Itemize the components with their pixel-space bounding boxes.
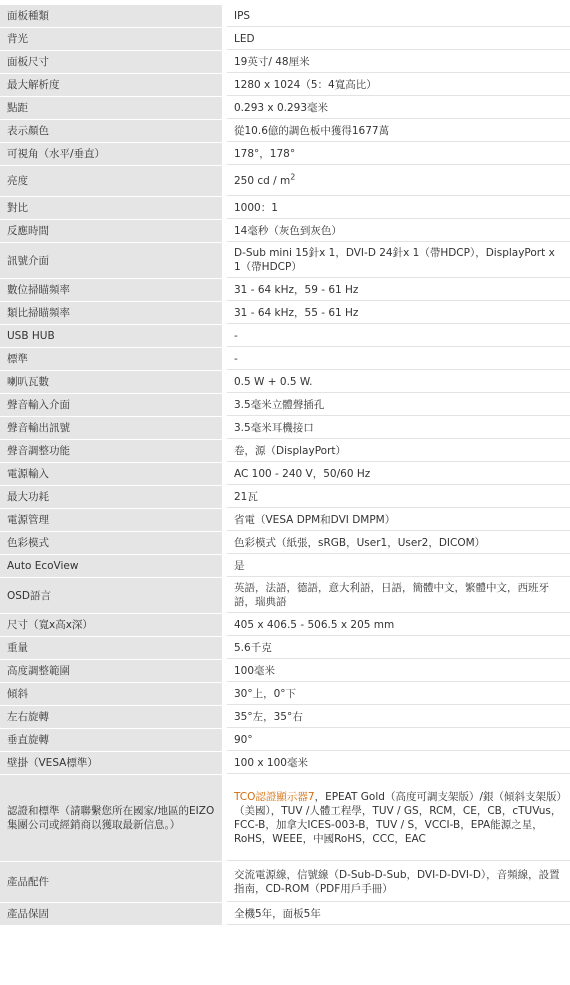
row-value: 0.5 W + 0.5 W. bbox=[227, 371, 570, 393]
spec-row-response-time bbox=[0, 220, 570, 242]
spec-row-certifications bbox=[0, 775, 570, 861]
row-label: 高度調整範圍 bbox=[0, 660, 222, 682]
row-value: 405 x 406.5 - 506.5 x 205 mm bbox=[227, 614, 570, 636]
spec-row-usb-hub bbox=[0, 325, 570, 347]
spec-row-viewing-angle bbox=[0, 143, 570, 165]
row-value: - bbox=[227, 348, 570, 370]
row-value: 3.5毫米立體聲插孔 bbox=[227, 394, 570, 416]
row-label: 表示顏色 bbox=[0, 120, 222, 142]
row-label: 喇叭瓦數 bbox=[0, 371, 222, 393]
row-label: 電源管理 bbox=[0, 509, 222, 531]
row-value: 交流電源線，信號線（D-Sub-D-Sub，DVI-D-DVI-D），音頻線，設置指南，CD-ROM（PDF用戶手冊） bbox=[227, 862, 570, 902]
row-value: 178°，178° bbox=[227, 143, 570, 165]
row-value: 1000：1 bbox=[227, 197, 570, 219]
row-label: OSD語言 bbox=[0, 578, 222, 613]
row-label: USB HUB bbox=[0, 325, 222, 347]
spec-row-max-resolution bbox=[0, 74, 570, 96]
row-value bbox=[227, 166, 570, 196]
spec-row-signal-inputs bbox=[0, 243, 570, 278]
row-value: 3.5毫米耳機接口 bbox=[227, 417, 570, 439]
spec-row-backlight bbox=[0, 28, 570, 50]
row-label: 最大解析度 bbox=[0, 74, 222, 96]
spec-row-auto-ecoview bbox=[0, 555, 570, 577]
row-value: 14毫秒（灰色到灰色） bbox=[227, 220, 570, 242]
row-label: 傾斜 bbox=[0, 683, 222, 705]
row-label: 點距 bbox=[0, 97, 222, 119]
row-label: 可視角（水平/垂直） bbox=[0, 143, 222, 165]
row-value: 21瓦 bbox=[227, 486, 570, 508]
spec-row-color-modes bbox=[0, 532, 570, 554]
row-value: 31 - 64 kHz，59 - 61 Hz bbox=[227, 279, 570, 301]
spec-row-max-power bbox=[0, 486, 570, 508]
spec-row-digital-scan bbox=[0, 279, 570, 301]
row-value: LED bbox=[227, 28, 570, 50]
row-value: 全機5年，面板5年 bbox=[227, 903, 570, 925]
row-value bbox=[227, 775, 570, 861]
row-label: 標準 bbox=[0, 348, 222, 370]
row-label: 最大功耗 bbox=[0, 486, 222, 508]
row-label: 重量 bbox=[0, 637, 222, 659]
certifications-text: ，EPEAT Gold（高度可調支架版）/銀（傾斜支架版）（美國），TUV /人體工程學，TUV / GS，RCM，CE，CB，cTUVus，FCC-B，加拿大ICES-003-B，TUV / S，VCCI-B，EPA能源之星，RoHS，WEEE，中國RoHS，CCC，EAC bbox=[234, 790, 562, 845]
row-label: 聲音調整功能 bbox=[0, 440, 222, 462]
row-value: 色彩模式（紙張，sRGB，User1，User2，DICOM） bbox=[227, 532, 570, 554]
row-label: 左右旋轉 bbox=[0, 706, 222, 728]
spec-row-dimensions bbox=[0, 614, 570, 636]
row-label: 聲音輸入介面 bbox=[0, 394, 222, 416]
row-label: 壁掛（VESA標準） bbox=[0, 752, 222, 774]
spec-row-pixel-pitch bbox=[0, 97, 570, 119]
row-label: 對比 bbox=[0, 197, 222, 219]
brightness-value: 250 cd / m bbox=[234, 174, 291, 187]
row-value: 卷，源（DisplayPort） bbox=[227, 440, 570, 462]
spec-row-panel-type bbox=[0, 5, 570, 27]
row-value: 0.293 x 0.293毫米 bbox=[227, 97, 570, 119]
row-value: 30°上，0°下 bbox=[227, 683, 570, 705]
row-label: 面板種類 bbox=[0, 5, 222, 27]
row-value: IPS bbox=[227, 5, 570, 27]
spec-table bbox=[0, 4, 570, 926]
spec-row-tilt bbox=[0, 683, 570, 705]
row-value: 1280 x 1024（5：4寬高比） bbox=[227, 74, 570, 96]
spec-row-audio-output bbox=[0, 417, 570, 439]
row-label: 亮度 bbox=[0, 166, 222, 196]
row-value: 從10.6億的調色板中獲得1677萬 bbox=[227, 120, 570, 142]
spec-row-analog-scan bbox=[0, 302, 570, 324]
row-value: 是 bbox=[227, 555, 570, 577]
row-label: 數位掃瞄頻率 bbox=[0, 279, 222, 301]
spec-row-vesa-mount bbox=[0, 752, 570, 774]
row-value: D-Sub mini 15針x 1，DVI-D 24針x 1（帶HDCP），DisplayPort x 1（帶HDCP） bbox=[227, 243, 570, 278]
row-label: 類比掃瞄頻率 bbox=[0, 302, 222, 324]
brightness-exponent: 2 bbox=[290, 172, 296, 181]
spec-row-audio-input bbox=[0, 394, 570, 416]
spec-row-standard bbox=[0, 348, 570, 370]
row-value: 35°左，35°右 bbox=[227, 706, 570, 728]
row-label: 背光 bbox=[0, 28, 222, 50]
row-label: 聲音輸出訊號 bbox=[0, 417, 222, 439]
row-label: 反應時間 bbox=[0, 220, 222, 242]
row-label: 產品保固 bbox=[0, 903, 222, 925]
spec-row-swivel bbox=[0, 706, 570, 728]
row-label: 認證和標準（請聯繫您所在國家/地區的EIZO集團公司或經銷商以獲取最新信息。） bbox=[0, 775, 222, 861]
row-value: - bbox=[227, 325, 570, 347]
spec-row-weight bbox=[0, 637, 570, 659]
spec-row-display-colors bbox=[0, 120, 570, 142]
row-value: 英語，法語，德語，意大利語，日語，簡體中文，繁體中文，西班牙語，瑞典語 bbox=[227, 578, 570, 613]
spec-row-contrast bbox=[0, 197, 570, 219]
spec-row-height-range bbox=[0, 660, 570, 682]
row-value: 省電（VESA DPM和DVI DMPM） bbox=[227, 509, 570, 531]
row-value: 19英寸/ 48厘米 bbox=[227, 51, 570, 73]
spec-row-osd-languages bbox=[0, 578, 570, 613]
spec-row-brightness bbox=[0, 166, 570, 196]
spec-row-accessories bbox=[0, 862, 570, 902]
row-label: 尺寸（寬x高x深） bbox=[0, 614, 222, 636]
spec-row-audio-adjust bbox=[0, 440, 570, 462]
spec-row-panel-size bbox=[0, 51, 570, 73]
row-value: 100 x 100毫米 bbox=[227, 752, 570, 774]
spec-row-pivot bbox=[0, 729, 570, 751]
row-label: 垂直旋轉 bbox=[0, 729, 222, 751]
tco-certified-link[interactable]: TCO認證顯示器7 bbox=[234, 790, 315, 803]
row-label: 電源輸入 bbox=[0, 463, 222, 485]
spec-row-power-management bbox=[0, 509, 570, 531]
row-label: Auto EcoView bbox=[0, 555, 222, 577]
row-label: 產品配件 bbox=[0, 862, 222, 902]
row-value: 31 - 64 kHz，55 - 61 Hz bbox=[227, 302, 570, 324]
spec-row-power-input bbox=[0, 463, 570, 485]
spec-row-speaker-watts bbox=[0, 371, 570, 393]
row-value: 5.6千克 bbox=[227, 637, 570, 659]
spec-row-warranty bbox=[0, 903, 570, 925]
row-label: 訊號介面 bbox=[0, 243, 222, 278]
row-value: 90° bbox=[227, 729, 570, 751]
row-label: 面板尺寸 bbox=[0, 51, 222, 73]
row-value: AC 100 - 240 V，50/60 Hz bbox=[227, 463, 570, 485]
row-value: 100毫米 bbox=[227, 660, 570, 682]
row-label: 色彩模式 bbox=[0, 532, 222, 554]
